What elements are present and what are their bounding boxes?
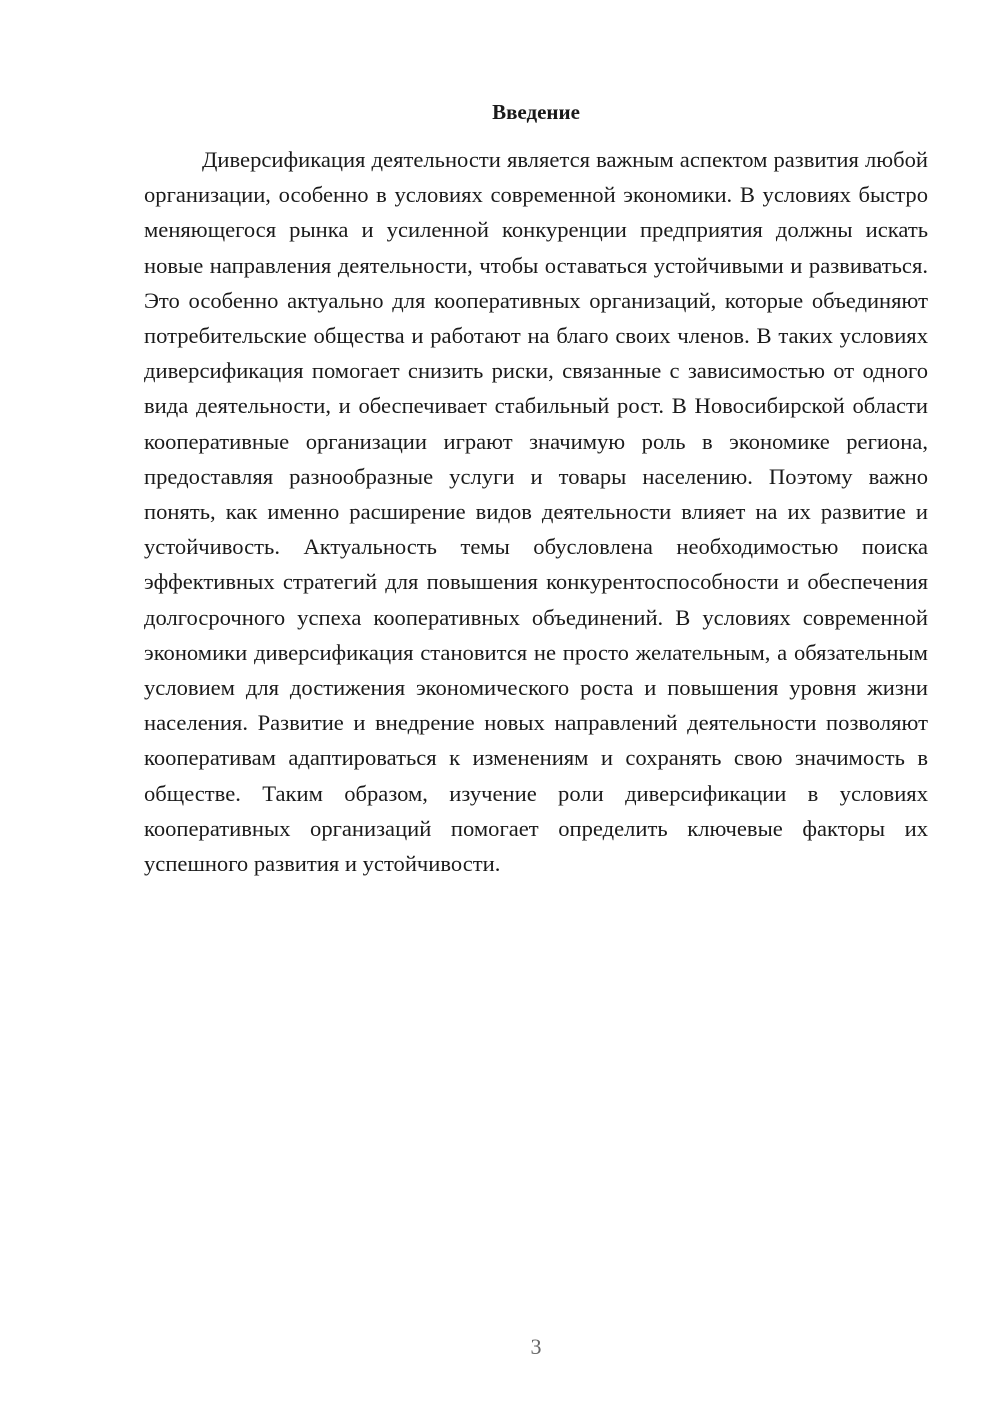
page-number: 3 (530, 1334, 542, 1359)
body-paragraph: Диверсификация деятельности является важным аспектом развития любой организации, особенно в условиях современной экономики. В условиях быстро меняющегося рынка и усиленной конкуренции предприятия должны искать новые направления деятельности, чтобы оставаться устойчивыми и развиваться. Это особенно актуально для кооперативных организаций, которые объединяют потребительские общества и работают на благо своих членов. В таких условиях диверсификация помогает снизить риски, связанные с зависимостью от одного вида деятельности, и обеспечивает стабильный рост. В Новосибирской области кооперативные организации играют значимую роль в экономике региона, предоставляя разнообразные услуги и товары населению. Поэтому важно понять, как именно расширение видов деятельности влияет на их развитие и устойчивость. Актуальность темы обусловлена необходимостью поиска эффективных стратегий для повышения конкурентоспособности и обеспечения долгосрочного успеха кооперативных объединений. В условиях современной экономики диверсификация становится не просто желательным, а обязательным условием для достижения экономического роста и повышения уровня жизни населения. Развитие и внедрение новых направлений деятельности позволяют кооперативам адаптироваться к изменениям и сохранять свою значимость в обществе. Таким образом, изучение роли диверсификации в условиях кооперативных организаций помогает определить ключевые факторы их успешного развития и устойчивости. (144, 147, 928, 877)
section-heading: Введение (492, 100, 580, 124)
